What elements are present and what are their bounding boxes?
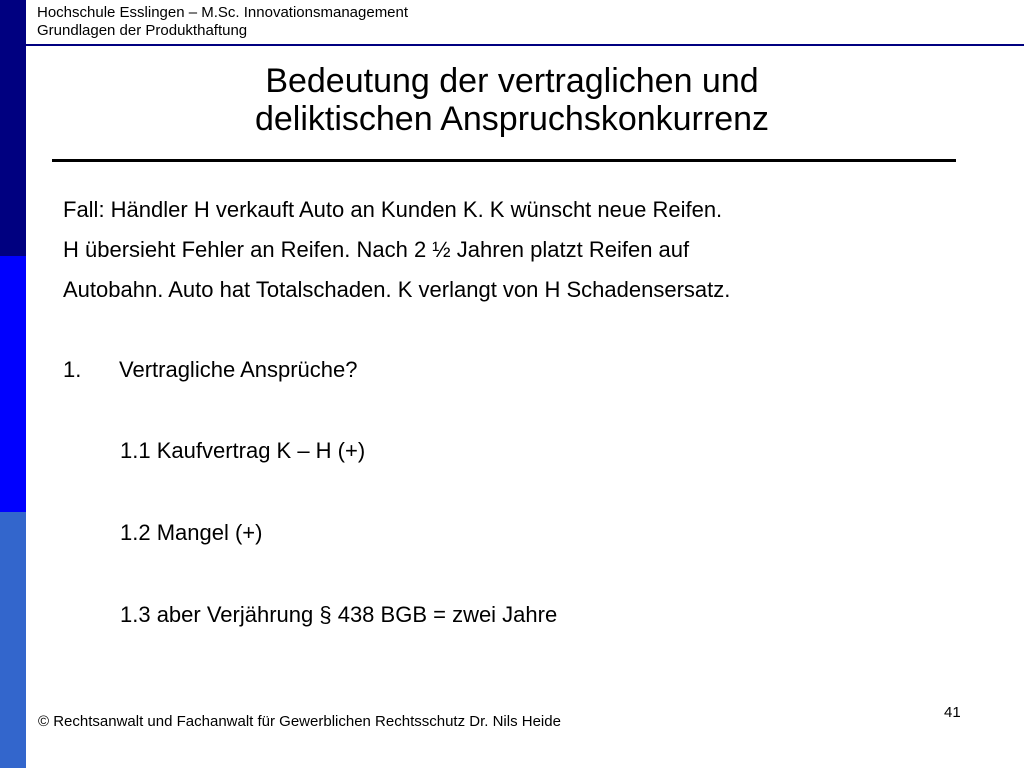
- sidebar-decoration: [0, 0, 26, 768]
- sidebar-segment-bottom: [0, 512, 26, 768]
- page-number: 41: [944, 704, 961, 721]
- case-line-1: Fall: Händler H verkauft Auto an Kunden K. K wünscht neue Reifen.: [63, 197, 723, 222]
- sub-item-1-1: 1.1 Kaufvertrag K – H (+): [120, 438, 366, 463]
- slide-title: [26, 62, 998, 138]
- title-line-2: deliktischen Anspruchskonkurrenz: [254, 100, 770, 138]
- slide-header: [37, 4, 408, 40]
- sub-item-1-2: 1.2 Mangel (+): [120, 520, 263, 545]
- item-text: Vertragliche Ansprüche?: [119, 357, 358, 382]
- title-underline: [52, 159, 956, 162]
- case-line-3: Autobahn. Auto hat Totalschaden. K verlangt von H Schadensersatz.: [63, 277, 731, 302]
- case-description: [63, 190, 963, 310]
- header-lecture: Grundlagen der Produkthaftung: [37, 22, 248, 39]
- sidebar-segment-top: [0, 0, 26, 256]
- case-line-2: H übersieht Fehler an Reifen. Nach 2 ½ Jahren platzt Reifen auf: [63, 237, 690, 262]
- item-number: 1.: [63, 357, 82, 382]
- title-line-1: Bedeutung der vertraglichen und: [265, 62, 759, 100]
- footer-copyright: © Rechtsanwalt und Fachanwalt für Gewerblichen Rechtsschutz Dr. Nils Heide: [38, 713, 561, 730]
- sub-item-1-3: 1.3 aber Verjährung § 438 BGB = zwei Jahre: [120, 602, 558, 627]
- sidebar-segment-middle: [0, 256, 26, 512]
- header-rule: [26, 44, 1024, 46]
- header-course: Hochschule Esslingen – M.Sc. Innovationsmanagement: [37, 4, 409, 21]
- numbered-item-1: [63, 355, 358, 385]
